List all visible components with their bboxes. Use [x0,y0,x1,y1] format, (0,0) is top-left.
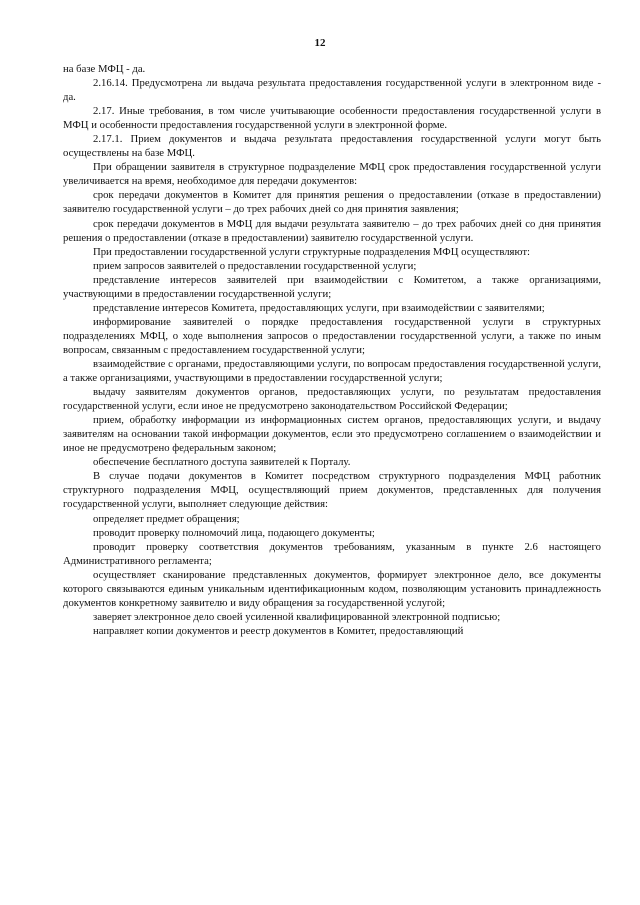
paragraph: прием запросов заявителей о предоставлении государственной услуги; [93,259,417,272]
document-body [63,62,601,638]
paragraph: 2.17.1. Прием документов и выдача результата предоставления государственной услуги могут быть осуществлены на базе МФЦ. [63,133,601,160]
paragraph: взаимодействие с органами, предоставляющими услуги, по вопросам предоставления государственной услуги, а также организациями, участвующими в предоставлении государственной услуги; [63,357,601,385]
paragraph: проводит проверку полномочий лица, подающего документы; [93,526,375,539]
paragraph: обеспечение бесплатного доступа заявителей к Порталу. [93,456,351,469]
page-number: 12 [314,37,326,49]
paragraph: определяет предмет обращения; [93,512,240,525]
paragraph: При предоставлении государственной услуги структурные подразделения МФЦ осуществляют: [93,245,530,258]
paragraph: на базе МФЦ - да. [63,63,146,75]
paragraph: прием, обработку информации из информационных систем органов, предоставляющих услуги, и выдачу заявителям на основании такой информации документов, если это предусмотрено соглашением о взаимодействии и иное не предусмотрено федеральным законом; [63,414,601,455]
paragraph: срок передачи документов в Комитет для принятия решения о предоставлении (отказе в предоставлении) заявителю государственной услуги – до трех рабочих дней со дня принятия заявления; [63,189,601,216]
paragraph: выдачу заявителям документов органов, предоставляющих услуги, по результатам предоставления государственной услуги, если иное не предусмотрено законодательством Российской Федерации; [63,386,601,413]
paragraph: информирование заявителей о порядке предоставления государственной услуги в структурных подразделениях МФЦ, о ходе выполнения запросов о предоставлении государственной услуги, а также по иным вопросам, связанным с предоставлением государственной услуги; [63,315,601,356]
paragraph: представление интересов Комитета, предоставляющих услуги, при взаимодействии с заявителями; [93,301,545,314]
paragraph: заверяет электронное дело своей усиленной квалифицированной электронной подписью; [93,610,501,623]
paragraph: осуществляет сканирование представленных документов, формирует электронное дело, все документы которого связываются единым уникальным идентификационным кодом, позволяющим установить принадлежность документов конкретному заявителю и виду обращения за государственной услугой; [63,568,601,609]
paragraph: срок передачи документов в МФЦ для выдачи результата заявителю – до трех рабочих дней со дня принятия решения о предоставлении (отказе в предоставлении) заявителю государственной услуги. [63,217,601,244]
paragraph: 2.17. Иные требования, в том числе учитывающие особенности предоставления государственной услуги в МФЦ и особенности предоставления государственной услуги в электронной форме. [63,105,601,132]
paragraph: проводит проверку соответствия документов требованиям, указанным в пункте 2.6 настоящего Административного регламента; [63,540,601,567]
paragraph: При обращении заявителя в структурное подразделение МФЦ срок предоставления государственной услуги увеличивается на время, необходимое для передачи документов: [63,161,601,188]
paragraph: 2.16.14. Предусмотрена ли выдача результата предоставления государственной услуги в электронном виде - да. [63,77,601,104]
paragraph: представление интересов заявителей при взаимодействии с Комитетом, а также организациями, участвующими в предоставлении государственной услуги; [63,273,601,300]
paragraph: В случае подачи документов в Комитет посредством структурного подразделения МФЦ работник структурного подразделения МФЦ, осуществляющий прием документов, представленных для получения государственной услуги, выполняет следующие действия: [63,470,601,511]
paragraph: направляет копии документов и реестр документов в Комитет, предоставляющий [93,624,464,637]
